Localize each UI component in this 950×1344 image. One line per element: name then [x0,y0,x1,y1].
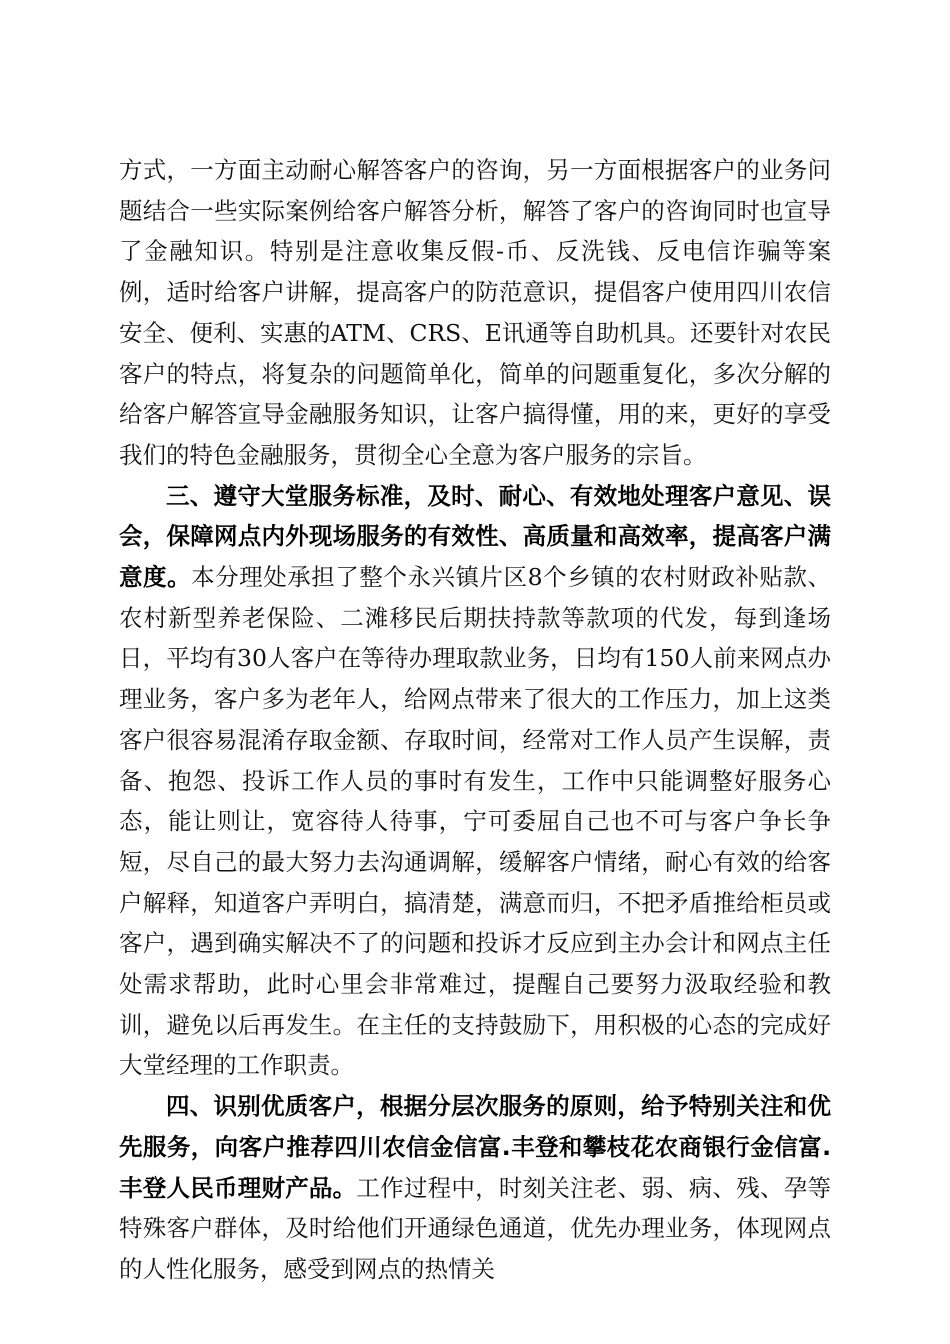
section-4-heading: 四、识别优质客户，根据分层次服务的原则，给予特别关注和优先服务，向客户推荐四川农信金信富.丰登和攀枝花农商银行金信富.丰登人民币理财产品。 [119,1092,831,1202]
section-3-body: 本分理处承担了整个永兴镇片区8个乡镇的农村财政补贴款、农村新型养老保险、二滩移民后期扶持款等款项的代发，每到逢场日，平均有30人客户在等待办理取款业务，日均有150人前来网点办理业务，客户多为老年人，给网点带来了很大的工作压力，加上这类客户很容易混淆存取金额、存取时间，经常对工作人员产生误解，责备、抱怨、投诉工作人员的事时有发生，工作中只能调整好服务心态，能让则让，宽容待人待事，宁可委屈自己也不可与客户争长争短，尽自己的最大努力去沟通调解，缓解客户情绪，耐心有效的给客户解释，知道客户弄明白，搞清楚，满意而归，不把矛盾推给柜员或客户，遇到确实解决不了的问题和投诉才反应到主办会计和网点主任处需求帮助，此时心里会非常难过，提醒自己要努力汲取经验和教训，避免以后再发生。在主任的支持鼓励下，用积极的心态的完成好大堂经理的工作职责。 [119,563,831,1080]
paragraph-text: 方式，一方面主动耐心解答客户的咨询，另一方面根据客户的业务问题结合一些实际案例给客户解答分析，解答了客户的咨询同时也宣导了金融知识。特别是注意收集反假-币、反洗钱、反电信诈骗等案例，适时给客户讲解，提高客户的防范意识，提倡客户使用四川农信安全、便利、实惠的ATM、CRS、E讯通等自助机具。还要针对农民客户的特点，将复杂的问题简单化，简单的问题重复化，多次分解的给客户解答宣导金融服务知识，让客户搞得懂，用的来，更好的享受我们的特色金融服务，贯彻全心全意为客户服务的宗旨。 [119,156,831,469]
section-3-paragraph [119,476,831,1087]
document-body [119,150,831,1290]
paragraph-service-method [119,150,831,476]
section-4-body: 工作过程中，时刻关注老、弱、病、残、孕等特殊客户群体，及时给他们开通绿色通道，优先办理业务，体现网点的人性化服务，感受到网点的热情关 [119,1173,832,1283]
section-4-paragraph [119,1086,831,1290]
section-3-heading: 三、遵守大堂服务标准，及时、耐心、有效地处理客户意见、误会，保障网点内外现场服务的有效性、高质量和高效率，提高客户满意度。 [119,481,831,592]
